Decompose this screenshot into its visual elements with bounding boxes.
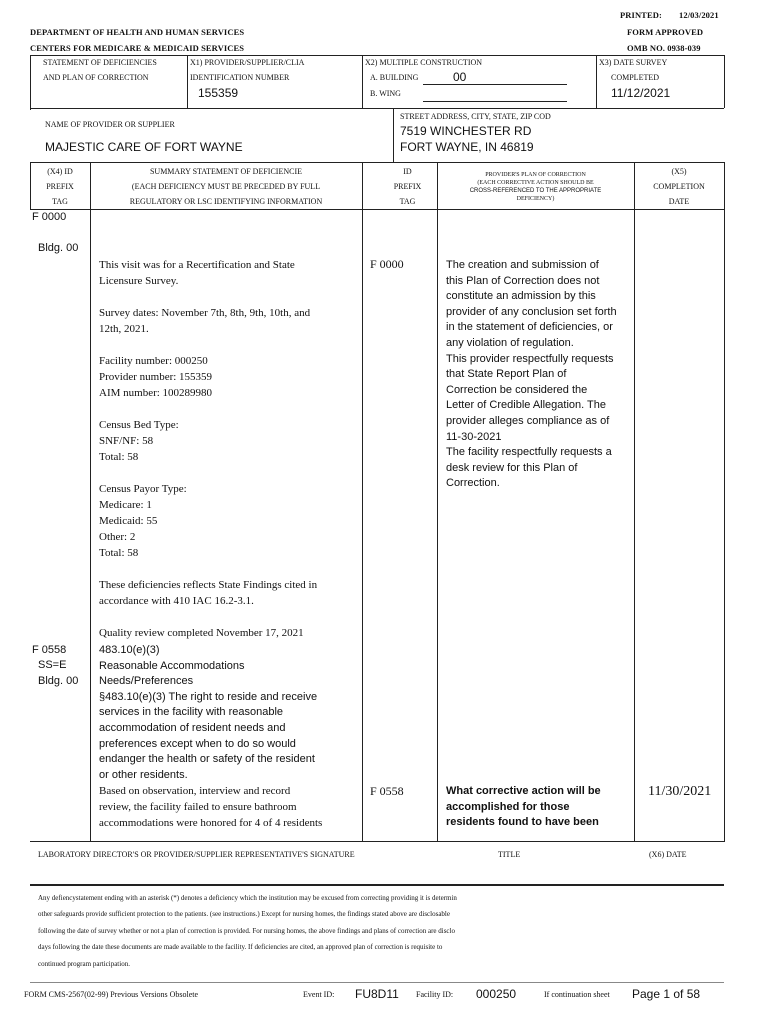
summary-line: Facility number: 000250 xyxy=(99,355,208,367)
plan-question-line: accomplished for those xyxy=(446,800,570,813)
footnote-line: days following the date these documents are made available to the facility. If deficiencies are cited, an approved plan of correction is requisite to xyxy=(38,943,443,952)
regulation-line: preferences except when to do so would xyxy=(99,737,296,750)
summary-line xyxy=(99,609,361,625)
footnote-line: following the date of survey whether or not a plan of correction is provided. For nursing homes, the above findings and plans of correction are disclo xyxy=(38,926,455,935)
completed-label: COMPLETED xyxy=(611,73,659,82)
col-id-2: PREFIX xyxy=(393,182,422,191)
plan-line: that State Report Plan of xyxy=(446,368,567,381)
regulation-line: Reasonable Accommodations xyxy=(99,659,245,672)
date-survey-label: X3) DATE SURVEY xyxy=(599,58,668,67)
summary-line: These deficiencies reflects State Findings cited in xyxy=(99,579,318,591)
col-x4-2: PREFIX xyxy=(46,182,74,191)
address-line-1: 7519 WINCHESTER RD xyxy=(400,124,532,138)
multiple-construction-label: X2) MULTIPLE CONSTRUCTION xyxy=(365,58,483,67)
summary-line xyxy=(99,337,361,353)
centers-heading: CENTERS FOR MEDICARE & MEDICAID SERVICES xyxy=(30,43,245,53)
col-summary-1: SUMMARY STATEMENT OF DEFICIENCIE xyxy=(149,167,303,176)
col-x4-3: TAG xyxy=(52,197,68,206)
finding-text xyxy=(99,783,361,831)
completion-date-2: 11/30/2021 xyxy=(648,784,712,799)
event-id-label: Event ID: xyxy=(303,990,335,999)
summary-line: 12th, 2021. xyxy=(99,323,149,335)
plan-line: any violation of regulation. xyxy=(446,336,574,349)
form-approved: FORM APPROVED xyxy=(627,27,704,37)
col-summary-2: (EACH DEFICIENCY MUST BE PRECEDED BY FULL xyxy=(131,182,321,191)
summary-line xyxy=(99,465,361,481)
summary-line: Census Bed Type: xyxy=(99,419,179,431)
omb-number: OMB NO. 0938-039 xyxy=(627,43,701,53)
regulation-line: endanger the health or safety of the resident xyxy=(99,753,315,766)
plan-line: Correction be considered the xyxy=(446,383,588,396)
summary-line: Quality review completed November 17, 2021 xyxy=(99,627,304,639)
col-plan-2: (EACH CORRECTIVE ACTION SHOULD BE xyxy=(477,180,594,186)
regulation-line: Needs/Preferences xyxy=(99,675,194,688)
col-x5-1: (X5) xyxy=(671,167,687,176)
finding-line: accommodations were honored for 4 of 4 residents xyxy=(99,817,323,829)
provider-label-2: IDENTIFICATION NUMBER xyxy=(190,73,290,82)
id-prefix-tag-f0558: F 0558 xyxy=(370,784,404,798)
plan-line: desk review for this Plan of xyxy=(446,461,578,474)
prefix-tag-f0000: F 0000 xyxy=(32,211,67,223)
summary-line: Total: 58 xyxy=(99,451,139,463)
finding-line: Based on observation, interview and record xyxy=(99,785,291,797)
building-tag-1: Bldg. 00 xyxy=(38,242,79,254)
summary-line: Total: 58 xyxy=(99,547,139,559)
summary-line: Medicaid: 55 xyxy=(99,515,158,527)
summary-line: Medicare: 1 xyxy=(99,499,152,511)
plan-line: this Plan of Correction does not xyxy=(446,274,600,287)
regulation-line: accommodation of resident needs and xyxy=(99,721,286,734)
plan-line: The creation and submission of xyxy=(446,259,599,271)
summary-line: Provider number: 155359 xyxy=(99,371,213,383)
summary-1 xyxy=(99,257,361,641)
facility-id-value: 000250 xyxy=(476,987,517,1001)
summary-line: Other: 2 xyxy=(99,531,136,543)
col-plan-1: PROVIDER'S PLAN OF CORRECTION xyxy=(485,172,586,178)
title-label: TITLE xyxy=(498,850,521,859)
footnote-line: Any defiencystatement ending with an asterisk (*) denotes a deficiency which the institution may be excused from correcting providing it is determin xyxy=(38,894,457,902)
regulation-line: 483.10(e)(3) xyxy=(99,644,160,656)
page-number: Page 1 of 58 xyxy=(632,987,701,1001)
provider-label-1: X1) PROVIDER/SUPPLIER/CLIA xyxy=(190,58,305,67)
summary-line xyxy=(99,401,361,417)
address-label: STREET ADDRESS, CITY, STATE, ZIP COD xyxy=(400,112,551,121)
plan-of-correction-2 xyxy=(446,784,634,831)
building-label: A. BUILDING xyxy=(370,73,419,82)
plan-line: Letter of Credible Allegation. The xyxy=(446,399,607,412)
summary-line xyxy=(99,561,361,577)
finding-line: review, the facility failed to ensure bathroom xyxy=(99,801,297,813)
department-heading: DEPARTMENT OF HEALTH AND HUMAN SERVICES xyxy=(30,27,245,37)
provider-number: 155359 xyxy=(198,86,239,100)
regulation-line: or other residents. xyxy=(99,768,188,781)
summary-line: Licensure Survey. xyxy=(99,275,179,287)
statement-label-2: AND PLAN OF CORRECTION xyxy=(43,73,149,82)
plan-line: constitute an admission by this xyxy=(446,290,596,303)
plan-of-correction-1 xyxy=(446,258,634,492)
plan-line: The facility respectfully requests a xyxy=(446,446,612,459)
col-x5-3: DATE xyxy=(668,197,690,206)
col-id-3: TAG xyxy=(399,197,416,206)
footnote-line: continued program participation. xyxy=(38,959,130,968)
col-x5-2: COMPLETION xyxy=(653,182,705,191)
form-number: FORM CMS-2567(02-99) Previous Versions Obsolete xyxy=(24,990,199,999)
summary-line: accordance with 410 IAC 16.2-3.1. xyxy=(99,595,254,607)
date-survey-value: 11/12/2021 xyxy=(611,86,671,100)
provider-name: MAJESTIC CARE OF FORT WAYNE xyxy=(45,140,243,154)
summary-line: SNF/NF: 58 xyxy=(99,435,154,447)
plan-line: Correction. xyxy=(446,477,500,490)
regulation-line: services in the facility with reasonable xyxy=(99,706,284,719)
summary-line: AIM number: 100289980 xyxy=(99,387,213,399)
plan-line: provider alleges compliance as of xyxy=(446,414,610,427)
provider-name-label: NAME OF PROVIDER OR SUPPLIER xyxy=(45,120,175,129)
regulation-text xyxy=(99,643,361,783)
plan-line: This provider respectfully requests xyxy=(446,352,614,365)
col-summary-3: REGULATORY OR LSC IDENTIFYING INFORMATION xyxy=(129,197,323,206)
summary-line: Census Payor Type: xyxy=(99,483,187,495)
summary-line: This visit was for a Recertification and State xyxy=(99,259,295,271)
signature-label: LABORATORY DIRECTOR'S OR PROVIDER/SUPPLIER REPRESENTATIVE'S SIGNATURE xyxy=(38,850,355,859)
printed-date: 12/03/2021 xyxy=(679,10,719,20)
printed-label: PRINTED: xyxy=(620,10,662,20)
date-label: (X6) DATE xyxy=(649,850,687,859)
prefix-tag-f0558: F 0558 xyxy=(32,644,67,656)
col-x4-1: (X4) ID xyxy=(47,167,73,176)
col-plan-4: DEFICIENCY) xyxy=(516,196,555,202)
plan-line: provider of any conclusion set forth xyxy=(446,305,617,318)
building-tag-2: Bldg. 00 xyxy=(38,675,79,687)
plan-question-line: What corrective action will be xyxy=(446,785,601,797)
id-prefix-tag-f0000: F 0000 xyxy=(370,257,404,271)
summary-line xyxy=(99,289,361,305)
col-plan-3: CROSS-REFERENCED TO THE APPROPRIATE xyxy=(469,188,602,194)
event-id-value: FU8D11 xyxy=(355,987,399,1001)
plan-line: in the statement of deficiencies, or xyxy=(446,321,613,334)
col-id-1: ID xyxy=(403,167,412,176)
statement-label-1: STATEMENT OF DEFICIENCIES xyxy=(43,58,157,67)
continuation-label: If continuation sheet xyxy=(544,990,610,999)
summary-line: Survey dates: November 7th, 8th, 9th, 10th, and xyxy=(99,307,311,319)
plan-line: 11-30-2021 xyxy=(446,430,502,443)
address-line-2: FORT WAYNE, IN 46819 xyxy=(400,140,534,154)
wing-label: B. WING xyxy=(370,89,401,98)
building-value: 00 xyxy=(453,70,467,84)
facility-id-label: Facility ID: xyxy=(416,990,454,999)
footnote xyxy=(38,890,728,972)
footnote-line: other safeguards provide sufficient protection to the patients. (see instructions.) Except for nursing homes, the findings stated above are disclosable xyxy=(38,910,450,919)
plan-question-line: residents found to have been xyxy=(446,816,599,829)
scope-severity: SS=E xyxy=(38,659,67,671)
regulation-line: §483.10(e)(3) The right to reside and receive xyxy=(99,690,318,703)
